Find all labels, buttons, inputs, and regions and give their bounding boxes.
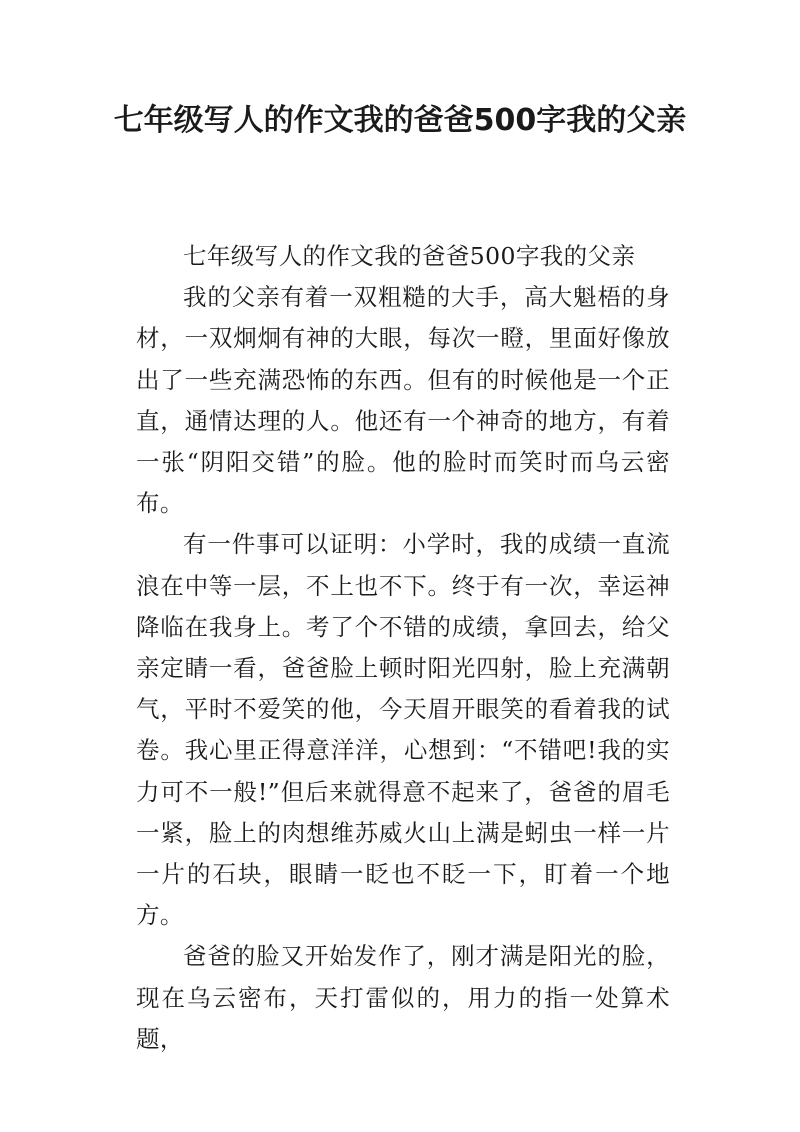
paragraph: 我的父亲有着一双粗糙的大手，高大魁梧的身材，一双炯炯有神的大眼，每次一瞪，里面好像放出了一些充满恐怖的东西。但有的时候他是一个正直，通情达理的人。他还有一个神奇的地方，有着一张“阴阳交错”的脸。他的脸时而笑时而乌云密布。	[136, 283, 670, 518]
document-body	[136, 236, 670, 1060]
paragraph: 有一件事可以证明：小学时，我的成绩一直流浪在中等一层，不上也不下。终于有一次，幸运神降临在我身上。考了个不错的成绩，拿回去，给父亲定睛一看，爸爸脸上顿时阳光四射，脸上充满朝气，平时不爱笑的他，今天眉开眼笑的看着我的试卷。我心里正得意洋洋，心想到：“不错吧!我的实力可不一般!”但后来就得意不起来了，爸爸的眉毛一紧，脸上的肉想维苏威火山上满是蚓虫一样一片一片的石块，眼睛一眨也不眨一下，盯着一个地方。	[136, 530, 670, 930]
document-title: 七年级写人的作文我的爸爸500字我的父亲	[113, 103, 687, 138]
paragraph: 七年级写人的作文我的爸爸500字我的父亲	[183, 242, 636, 270]
paragraph: 爸爸的脸又开始发作了，刚才满是阳光的脸，现在乌云密布，天打雷似的，用力的指一处算术题，	[136, 942, 670, 1053]
